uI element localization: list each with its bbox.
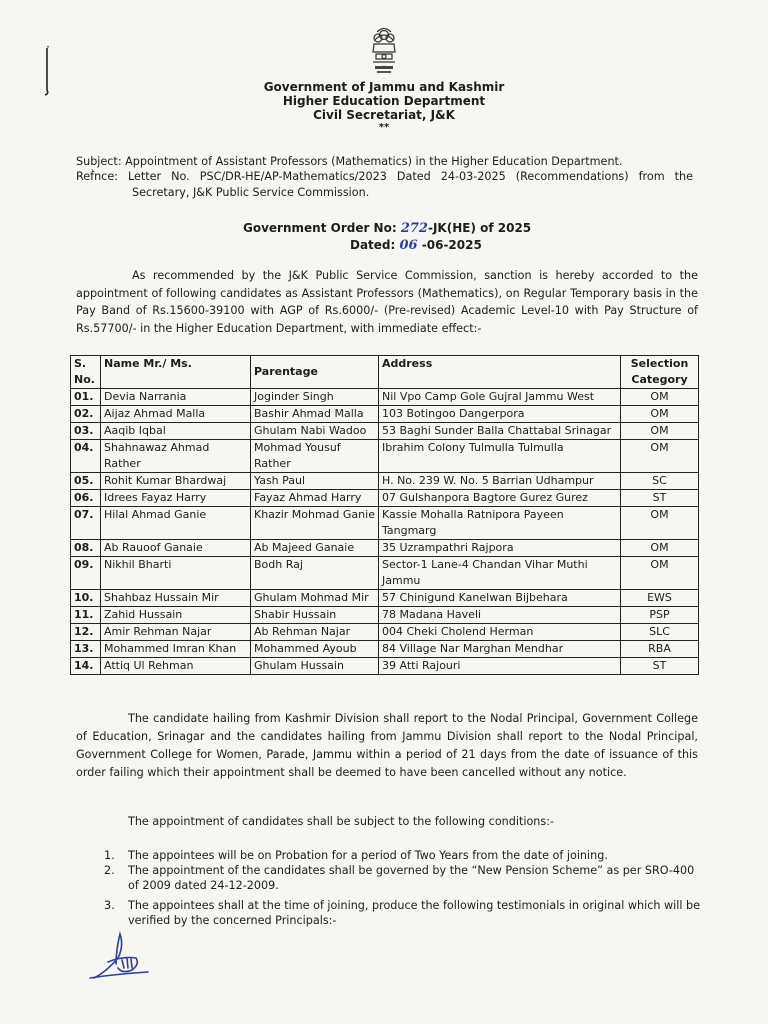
cell-address: 07 Gulshanpora Bagtore Gurez Gurez xyxy=(379,490,621,507)
header-parentage: Parentage xyxy=(251,356,379,389)
cell-sno: 02. xyxy=(71,406,101,423)
cell-name: Attiq Ul Rehman xyxy=(101,658,251,675)
cell-address: Sector-1 Lane-4 Chandan Vihar Muthi Jammu xyxy=(379,557,621,590)
table-row xyxy=(71,540,699,557)
cell-name: Aaqib Iqbal xyxy=(101,423,251,440)
cell-address: 35 Uzrampathri Rajpora xyxy=(379,540,621,557)
condition-number: 1. xyxy=(104,849,115,862)
cell-category: PSP xyxy=(621,607,699,624)
cell-category: SC xyxy=(621,473,699,490)
cell-sno: 14. xyxy=(71,658,101,675)
reference-line-2: Secretary, J&K Public Service Commission. xyxy=(132,186,370,199)
table-row xyxy=(71,507,699,540)
cell-address: 53 Baghi Sunder Balla Chattabal Srinagar xyxy=(379,423,621,440)
reference-line-1: Ref̀nce: Letter No. PSC/DR-HE/AP-Mathematics/2023 Dated 24-03-2025 (Recommendations) from the xyxy=(76,170,693,183)
cell-sno: 07. xyxy=(71,507,101,540)
cell-parentage: Mohmad Yousuf Rather xyxy=(251,440,379,473)
cell-parentage: Joginder Singh xyxy=(251,389,379,406)
condition-text: The appointment of the candidates shall be governed by the “New Pension Scheme” as per SRO-400 of 2009 dated 24-12-2009. xyxy=(128,864,695,892)
cell-sno: 04. xyxy=(71,440,101,473)
cell-name: Aijaz Ahmad Malla xyxy=(101,406,251,423)
cell-parentage: Bodh Raj xyxy=(251,557,379,590)
table-row xyxy=(71,440,699,473)
table-row xyxy=(71,490,699,507)
cell-parentage: Shabir Hussain xyxy=(251,607,379,624)
candidates-table xyxy=(70,355,699,675)
cell-category: OM xyxy=(621,440,699,473)
cell-parentage: Ab Rehman Najar xyxy=(251,624,379,641)
order-date xyxy=(350,238,482,253)
cell-parentage: Ab Majeed Ganaie xyxy=(251,540,379,557)
cell-sno: 05. xyxy=(71,473,101,490)
order-date-prefix: Dated: xyxy=(350,238,400,252)
cell-category: OM xyxy=(621,423,699,440)
header-address: Address xyxy=(379,356,621,389)
cell-name: Zahid Hussain xyxy=(101,607,251,624)
table-row xyxy=(71,624,699,641)
cell-category: ST xyxy=(621,658,699,675)
table-row xyxy=(71,406,699,423)
cell-category: OM xyxy=(621,507,699,540)
cell-sno: 12. xyxy=(71,624,101,641)
table-row xyxy=(71,590,699,607)
cell-sno: 11. xyxy=(71,607,101,624)
cell-address: 78 Madana Haveli xyxy=(379,607,621,624)
cell-category: SLC xyxy=(621,624,699,641)
cell-address: H. No. 239 W. No. 5 Barrian Udhampur xyxy=(379,473,621,490)
table-row xyxy=(71,389,699,406)
cell-address: 39 Atti Rajouri xyxy=(379,658,621,675)
cell-sno: 09. xyxy=(71,557,101,590)
cell-sno: 13. xyxy=(71,641,101,658)
cell-name: Shahbaz Hussain Mir xyxy=(101,590,251,607)
cell-address: 103 Botingoo Dangerpora xyxy=(379,406,621,423)
cell-sno: 01. xyxy=(71,389,101,406)
signature-mark xyxy=(86,928,160,982)
intro-paragraph: As recommended by the J&K Public Service Commission, sanction is hereby accorded to the appointment of following candidates as Assistant Professors (Mathematics), on Regular Temporary basis in the Pay Band of Rs.15600-39100 with AGP of Rs.6000/- (Pre-revised) Academic Level-10 with Pay Structure of Rs.57700/- in the Higher Education Department, with immediate effect:- xyxy=(76,269,698,335)
ashoka-emblem-icon xyxy=(365,24,403,80)
condition-item xyxy=(104,863,704,893)
cell-category: ST xyxy=(621,490,699,507)
conditions-intro: The appointment of candidates shall be subject to the following conditions:- xyxy=(128,815,555,828)
order-date-handwritten: 06 xyxy=(399,238,418,253)
cell-parentage: Khazir Mohmad Ganie xyxy=(251,507,379,540)
cell-address: Nil Vpo Camp Gole Gujral Jammu West xyxy=(379,389,621,406)
cell-category: OM xyxy=(621,406,699,423)
cell-parentage: Bashir Ahmad Malla xyxy=(251,406,379,423)
order-number xyxy=(243,221,531,236)
table-row xyxy=(71,423,699,440)
header-name: Name Mr./ Ms. xyxy=(101,356,251,389)
cell-sno: 03. xyxy=(71,423,101,440)
cell-address: Ibrahim Colony Tulmulla Tulmulla xyxy=(379,440,621,473)
header-sno: S. No. xyxy=(71,356,101,389)
cell-sno: 06. xyxy=(71,490,101,507)
table-header-row xyxy=(71,356,699,389)
header-line-secretariat: Civil Secretariat, J&K xyxy=(313,108,455,122)
cell-category: OM xyxy=(621,557,699,590)
cell-name: Devia Narrania xyxy=(101,389,251,406)
cell-category: OM xyxy=(621,540,699,557)
cell-address: 84 Village Nar Marghan Mendhar xyxy=(379,641,621,658)
cell-parentage: Yash Paul xyxy=(251,473,379,490)
cell-name: Ab Rauoof Ganaie xyxy=(101,540,251,557)
header-line-government: Government of Jammu and Kashmir xyxy=(263,80,505,94)
cell-parentage: Fayaz Ahmad Harry xyxy=(251,490,379,507)
table-row xyxy=(71,557,699,590)
cell-address: Kassie Mohalla Ratnipora Payeen Tangmarg xyxy=(379,507,621,540)
cell-name: Nikhil Bharti xyxy=(101,557,251,590)
cell-name: Rohit Kumar Bhardwaj xyxy=(101,473,251,490)
cell-address: 004 Cheki Cholend Herman xyxy=(379,624,621,641)
table-row xyxy=(71,473,699,490)
cell-name: Amir Rehman Najar xyxy=(101,624,251,641)
condition-number: 3. xyxy=(104,899,115,912)
cell-name: Hilal Ahmad Ganie xyxy=(101,507,251,540)
cell-parentage: Ghulam Mohmad Mir xyxy=(251,590,379,607)
cell-category: RBA xyxy=(621,641,699,658)
cell-parentage: Ghulam Hussain xyxy=(251,658,379,675)
table-row xyxy=(71,658,699,675)
order-number-suffix: -JK(HE) of 2025 xyxy=(427,221,532,235)
condition-item xyxy=(104,898,704,928)
condition-item xyxy=(104,848,704,863)
cell-category: EWS xyxy=(621,590,699,607)
header-stars: ** xyxy=(378,122,390,133)
cell-sno: 10. xyxy=(71,590,101,607)
table-row xyxy=(71,641,699,658)
order-number-handwritten: 272 xyxy=(400,221,428,236)
cell-name: Shahnawaz Ahmad Rather xyxy=(101,440,251,473)
condition-text: The appointees shall at the time of joining, produce the following testimonials in original which will be verified by the concerned Principals:- xyxy=(128,899,701,927)
cell-parentage: Mohammed Ayoub xyxy=(251,641,379,658)
candidates-table-body xyxy=(71,389,699,675)
cell-address: 57 Chinigund Kanelwan Bijbehara xyxy=(379,590,621,607)
table-row xyxy=(71,607,699,624)
condition-number: 2. xyxy=(104,864,115,877)
condition-text: The appointees will be on Probation for a period of Two Years from the date of joining. xyxy=(128,849,608,862)
reporting-paragraph: The candidate hailing from Kashmir Division shall report to the Nodal Principal, Government College of Education, Srinagar and the candidates hailing from Jammu Division shall report to the Nodal Principal, Government College for Women, Parade, Jammu within a period of 21 days from the date of issuance of this order failing which their appointment shall be deemed to have been cancelled without any notice. xyxy=(76,712,698,779)
order-number-prefix: Government Order No: xyxy=(243,221,401,235)
order-date-suffix: -06-2025 xyxy=(417,238,482,252)
cell-parentage: Ghulam Nabi Wadoo xyxy=(251,423,379,440)
header-line-department: Higher Education Department xyxy=(282,94,486,108)
cell-sno: 08. xyxy=(71,540,101,557)
header-category: Selection Category xyxy=(621,356,699,389)
cell-name: Idrees Fayaz Harry xyxy=(101,490,251,507)
subject-line: Subject: Appointment of Assistant Professors (Mathematics) in the Higher Education Department. xyxy=(76,155,623,168)
cell-name: Mohammed Imran Khan xyxy=(101,641,251,658)
cell-category: OM xyxy=(621,389,699,406)
